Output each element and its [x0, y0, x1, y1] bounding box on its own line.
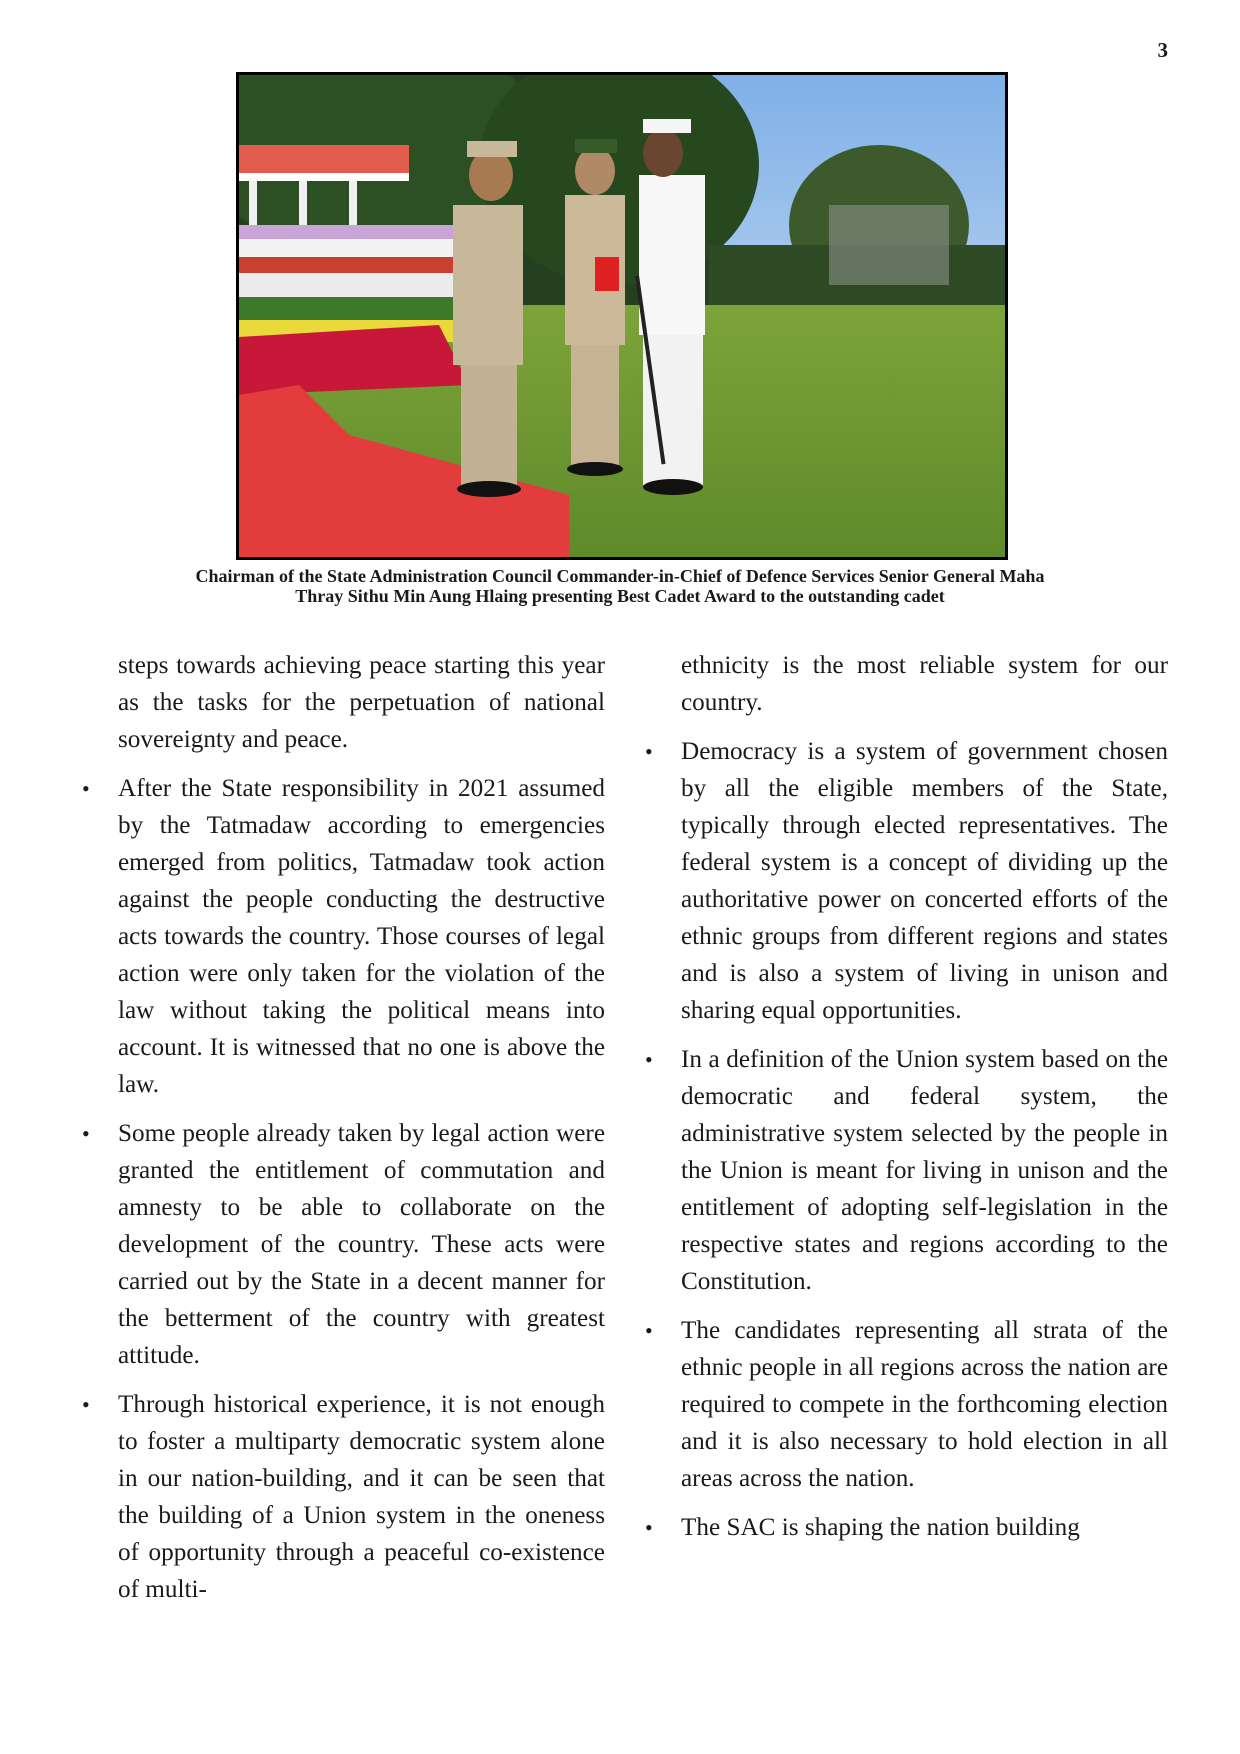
bullet-item: • The SAC is shaping the nation building: [681, 1509, 1168, 1546]
right-column: [681, 647, 1168, 1558]
photo-caption: Chairman of the State Administration Council Commander-in-Chief of Defence Services Senior General Maha Thray Sithu Min Aung Hlaing presenting Best Cadet Award to the outstanding cadet: [195, 566, 1045, 606]
bullet-item: • In a definition of the Union system based on the democratic and federal system, the administrative system selected by the people in the Union is meant for living in unison and the entitlement of adopting self-legislation in the respective states and regions according to the Constitution.: [681, 1041, 1168, 1300]
bullet-item: • Some people already taken by legal action were granted the entitlement of commutation and amnesty to be able to collaborate on the development of the country. These acts were carried out by the State in a decent manner for the betterment of the country with greatest attitude.: [118, 1115, 605, 1374]
award-ceremony-photo: [236, 72, 1008, 560]
left-column: [118, 647, 605, 1620]
bullet-item: • Through historical experience, it is not enough to foster a multiparty democratic system alone in our nation-building, and it can be seen that the building of a Union system in the oneness of opportunity through a peaceful co-existence of multi-: [118, 1386, 605, 1608]
bullet-item: • After the State responsibility in 2021 assumed by the Tatmadaw according to emergencies emerged from politics, Tatmadaw took action against the people conducting the destructive acts towards the country. Those courses of legal action were only taken for the violation of the law without taking the political means into account. It is witnessed that no one is above the law.: [118, 770, 605, 1103]
bullet-item: • The candidates representing all strata of the ethnic people in all regions across the nation are required to compete in the forthcoming election and it is also necessary to hold election in all areas across the nation.: [681, 1312, 1168, 1497]
paragraph-continuation: steps towards achieving peace starting this year as the tasks for the perpetuation of national sovereignty and peace.: [118, 652, 605, 753]
photo-illustration: [239, 75, 1005, 557]
bullet-item: • Democracy is a system of government chosen by all the eligible members of the State, typically through elected representatives. The federal system is a concept of dividing up the authoritative power on concerted efforts of the ethnic groups from different regions and states and is also a system of living in unison and sharing equal opportunities.: [681, 733, 1168, 1029]
page-number: 3: [1157, 38, 1168, 62]
paragraph-continuation: ethnicity is the most reliable system for our country.: [681, 652, 1168, 716]
